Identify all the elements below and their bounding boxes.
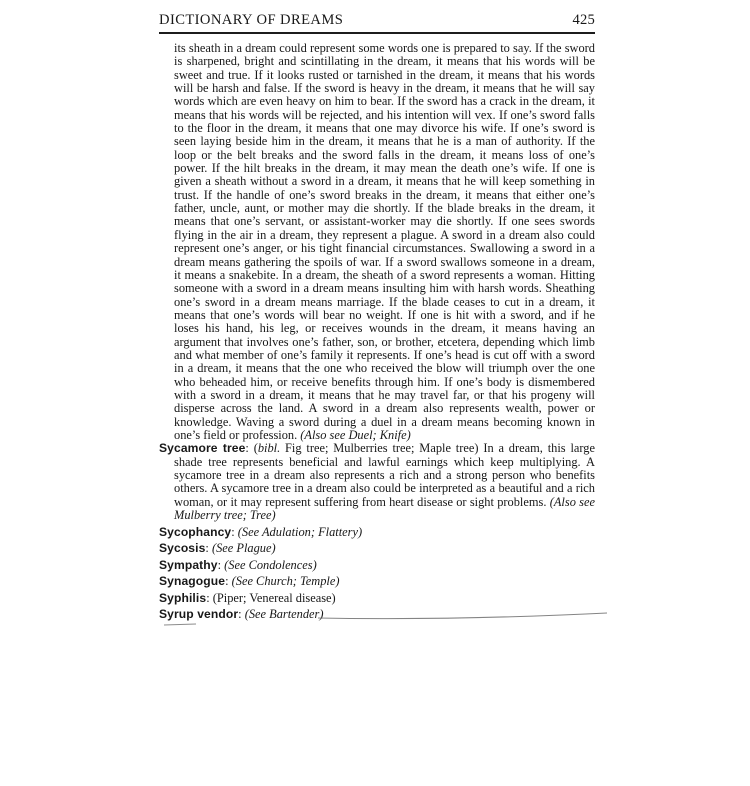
page-number: 425 [572,12,595,28]
entry-term: Sycosis [159,541,206,556]
page-content [159,12,595,622]
entry-term: Syphilis [159,590,207,605]
entry-synagogue [159,575,595,588]
term-separator: : [217,557,225,572]
term-separator: : [231,524,238,539]
cross-reference: (See Condolences) [224,557,317,572]
entry-sword-continuation [174,42,595,442]
cross-reference: (Piper; Venereal disease) [212,590,336,605]
cross-reference: (Also see Duel; Knife) [300,427,411,442]
entry-term: Sycamore tree [159,441,246,456]
entry-term: Sympathy [159,557,218,572]
paren-open: ( [253,441,258,456]
cross-reference: (See Adulation; Flattery) [237,524,363,539]
entry-sympathy [159,559,595,572]
term-separator: : [205,541,212,556]
cross-reference: (See Plague) [211,541,276,556]
entry-sycamore-tree [159,442,595,522]
entry-body-text: its sheath in a dream could represent some words one is prepared to say. If the sword is sharpened, bright and scintillating in the dream, it means that his words will be sweet and true. If it looks rusted or tarnished in the dream, it means that his words will be harsh and false. If the sword is heavy in the dream, it means that he will say words which are even heavy on him to bear. If the sword has a crack in the dream, it means that his words will be rejected, and his intention will vex. If one’s sword falls to the floor in the dream, it means that one may divorce his wife. If one’s sword is seen laying beside him in the dream, it means that he is a man of authority. If the loop or the belt breaks and the sword falls in the dream, it means loss of one’s power. If the hilt breaks in the dream, it may mean the death one’s wife. If one is given a sheath without a sword in a dream, it means that he will keep something in trust. If the handle of one’s sword breaks in the dream, it means that either one’s father, uncle, aunt, or mother may die shortly. If the blade breaks in the dream, it means that one’s servant, or assistant-worker may die shortly. If one sees swords flying in the air in a dream, they represent a plague. A sword in a dream also could represent one’s anger, or his tight financial circumstances. Swallowing a sword in a dream means gathering the spoils of war. If a sword swallows someone in a dream, it means a snakebite. In a dream, the sheath of a sword represents a woman. Hitting someone with a sword in a dream means insulting him with harsh words. Sheathing one’s sword in a dream means marriage. If the blade ceases to cut in a dream, it means that one’s words will bear no weight. If one is hit with a sword, and if he loses his hand, his leg, or receives wounds in the dream, it means having an argument that involves one’s father, son, or brother, etcetera, depending which limb and what member of one’s family it represents. If one’s head is cut off with a sword in a dream, it means that the one who received the blow will triumph over the one who beheaded him, or receive benefits through him. If one’s body is dismembered with a sword in a dream, it means that he may travel far, or that his progeny will disperse across the land. A sword in a dream also represents wealth, power or knowledge. Waving a sword during a duel in a dream means becoming known in one’s field or profession. [174,41,595,442]
cross-reference: (See Church; Temple) [231,574,340,589]
cross-reference: (Also see Mulberry tree; Tree) [174,494,595,523]
entry-term: Sycophancy [159,524,232,539]
entries-column [159,42,595,622]
entry-body-text: Fig tree; Mulberries tree; Maple tree) In a dream, this large shade tree represents beneficial and lawful earnings which keep multiplying. A sycamore tree in a dream also represents a rich and a strong person who benefits others. A sycamore tree in a dream also could be interpreted as a beautiful and a rich woman, or it may represent suffering from heart disease or sight problems. [174,441,595,509]
running-header [159,12,595,34]
cross-reference: (See Bartender) [244,607,324,622]
book-title: DICTIONARY OF DREAMS [159,12,344,28]
entry-sycosis [159,542,595,555]
term-separator: : [225,574,232,589]
term-separator: : [206,590,213,605]
term-separator: : [245,441,254,456]
entry-sycophancy [159,526,595,539]
biblical-abbreviation: bibl. [257,441,281,456]
entry-syphilis [159,592,595,605]
entry-term: Syrup vendor [159,607,239,622]
entry-syrup-vendor [159,608,595,621]
term-separator: : [238,607,245,622]
entry-term: Synagogue [159,574,226,589]
